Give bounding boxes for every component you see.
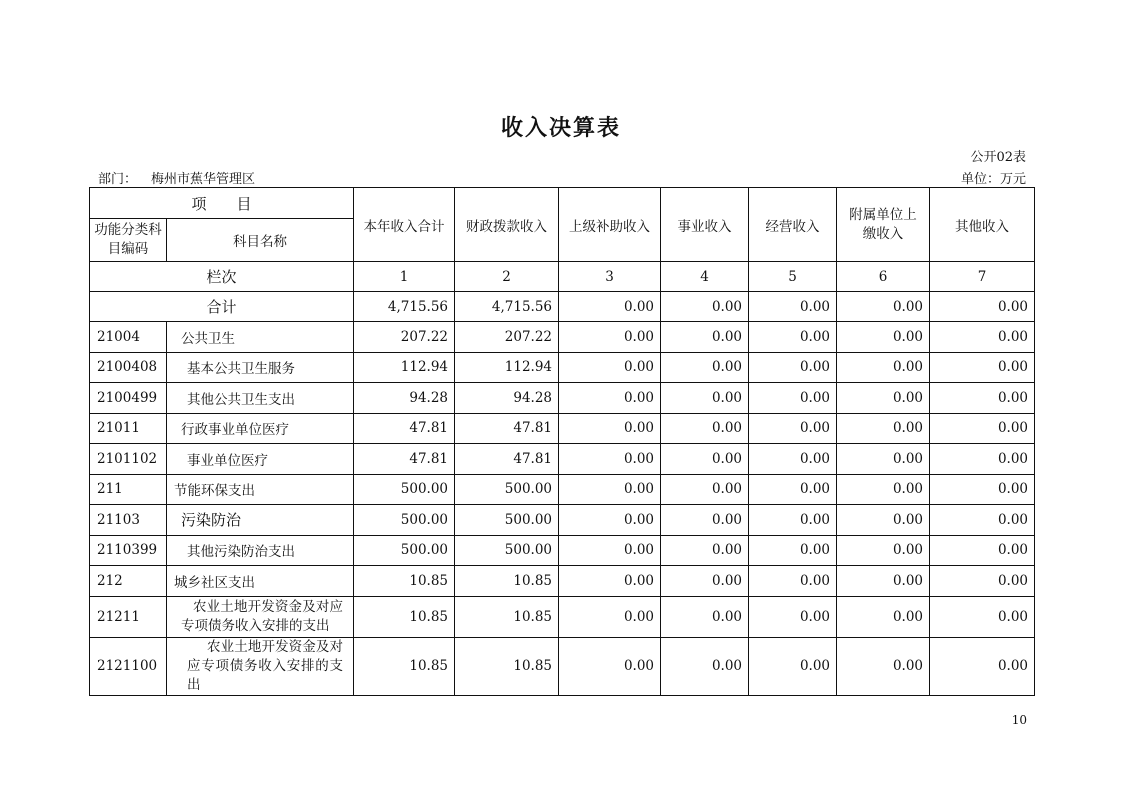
table-row <box>90 322 1035 353</box>
col-num: 3 <box>559 262 661 292</box>
row-code: 21004 <box>90 322 167 353</box>
row-value: 0.00 <box>661 322 749 353</box>
header-col-5: 经营收入 <box>749 188 837 262</box>
row-value: 10.85 <box>455 566 559 597</box>
row-value: 0.00 <box>661 474 749 505</box>
row-value: 0.00 <box>559 352 661 383</box>
row-value: 0.00 <box>749 383 837 414</box>
row-code: 2100408 <box>90 352 167 383</box>
department-name: 梅州市蕉华管理区 <box>151 172 256 187</box>
total-row <box>90 292 1035 322</box>
row-code: 211 <box>90 474 167 505</box>
row-value: 0.00 <box>559 322 661 353</box>
row-code: 2110399 <box>90 535 167 566</box>
row-value: 0.00 <box>661 637 749 695</box>
row-name: 城乡社区支出 <box>167 566 354 597</box>
row-value: 47.81 <box>354 413 455 444</box>
row-value: 207.22 <box>455 322 559 353</box>
row-value: 0.00 <box>837 444 930 475</box>
row-value: 500.00 <box>354 535 455 566</box>
row-value: 0.00 <box>559 383 661 414</box>
row-value: 0.00 <box>837 535 930 566</box>
row-value: 94.28 <box>455 383 559 414</box>
total-value: 0.00 <box>559 292 661 322</box>
row-value: 0.00 <box>559 535 661 566</box>
row-value: 0.00 <box>837 383 930 414</box>
table-row <box>90 444 1035 475</box>
row-value: 0.00 <box>661 505 749 536</box>
row-value: 0.00 <box>837 505 930 536</box>
row-value: 0.00 <box>930 474 1035 505</box>
total-value: 0.00 <box>661 292 749 322</box>
row-value: 0.00 <box>930 505 1035 536</box>
header-col-2: 财政拨款收入 <box>455 188 559 262</box>
total-value: 0.00 <box>930 292 1035 322</box>
table-row <box>90 352 1035 383</box>
row-value: 0.00 <box>559 566 661 597</box>
row-code: 21103 <box>90 505 167 536</box>
row-value: 112.94 <box>455 352 559 383</box>
total-value: 0.00 <box>837 292 930 322</box>
row-value: 0.00 <box>837 322 930 353</box>
row-value: 0.00 <box>749 413 837 444</box>
row-value: 0.00 <box>749 566 837 597</box>
row-name: 农业土地开发资金及对应专项债务收入安排的支出 <box>167 637 354 695</box>
row-value: 0.00 <box>661 352 749 383</box>
row-code: 2100499 <box>90 383 167 414</box>
row-value: 0.00 <box>930 383 1035 414</box>
row-value: 0.00 <box>661 383 749 414</box>
row-code: 2101102 <box>90 444 167 475</box>
page-title: 收入决算表 <box>500 115 621 141</box>
row-value: 0.00 <box>749 474 837 505</box>
row-value: 0.00 <box>559 444 661 475</box>
col-num: 6 <box>837 262 930 292</box>
row-name: 行政事业单位医疗 <box>167 413 354 444</box>
row-value: 0.00 <box>749 637 837 695</box>
row-name: 事业单位医疗 <box>167 444 354 475</box>
row-value: 10.85 <box>354 596 455 637</box>
row-value: 94.28 <box>354 383 455 414</box>
row-code: 21011 <box>90 413 167 444</box>
total-value: 4,715.56 <box>354 292 455 322</box>
row-value: 0.00 <box>837 352 930 383</box>
row-value: 0.00 <box>559 637 661 695</box>
table-row <box>90 383 1035 414</box>
table-row <box>90 566 1035 597</box>
row-value: 0.00 <box>749 444 837 475</box>
row-value: 0.00 <box>930 322 1035 353</box>
row-value: 0.00 <box>837 474 930 505</box>
row-value: 0.00 <box>930 352 1035 383</box>
col-num: 7 <box>930 262 1035 292</box>
table-row <box>90 535 1035 566</box>
header-col-1: 本年收入合计 <box>354 188 455 262</box>
row-value: 10.85 <box>354 637 455 695</box>
row-value: 0.00 <box>559 596 661 637</box>
row-value: 0.00 <box>930 444 1035 475</box>
row-value: 0.00 <box>661 535 749 566</box>
row-value: 0.00 <box>837 637 930 695</box>
row-value: 0.00 <box>837 596 930 637</box>
row-value: 0.00 <box>661 444 749 475</box>
row-value: 47.81 <box>455 444 559 475</box>
row-name: 公共卫生 <box>167 322 354 353</box>
row-value: 0.00 <box>930 413 1035 444</box>
col-num: 2 <box>455 262 559 292</box>
row-name: 其他公共卫生支出 <box>167 383 354 414</box>
row-name: 农业土地开发资金及对应专项债务收入安排的支出 <box>167 596 354 637</box>
row-value: 500.00 <box>455 474 559 505</box>
col-num: 1 <box>354 262 455 292</box>
row-code: 21211 <box>90 596 167 637</box>
header-col-3: 上级补助收入 <box>559 188 661 262</box>
row-name: 节能环保支出 <box>167 474 354 505</box>
row-value: 500.00 <box>354 505 455 536</box>
total-label: 合计 <box>90 292 354 322</box>
lanci-label: 栏次 <box>90 262 354 292</box>
row-value: 0.00 <box>749 596 837 637</box>
row-value: 500.00 <box>455 505 559 536</box>
row-value: 0.00 <box>559 413 661 444</box>
row-name: 污染防治 <box>167 505 354 536</box>
income-table <box>89 187 1035 696</box>
header-name: 科目名称 <box>167 219 354 262</box>
row-value: 10.85 <box>455 637 559 695</box>
header-code: 功能分类科目编码 <box>90 219 167 262</box>
row-value: 0.00 <box>749 505 837 536</box>
row-name: 基本公共卫生服务 <box>167 352 354 383</box>
row-code: 212 <box>90 566 167 597</box>
header-col-6: 附属单位上缴收入 <box>837 188 930 262</box>
row-value: 112.94 <box>354 352 455 383</box>
row-value: 500.00 <box>354 474 455 505</box>
page-number: 10 <box>1011 713 1027 727</box>
row-value: 0.00 <box>559 474 661 505</box>
col-num: 4 <box>661 262 749 292</box>
row-value: 0.00 <box>559 505 661 536</box>
form-number: 公开02表 <box>970 150 1026 165</box>
row-value: 0.00 <box>930 535 1035 566</box>
row-value: 0.00 <box>661 596 749 637</box>
row-name: 其他污染防治支出 <box>167 535 354 566</box>
row-value: 500.00 <box>455 535 559 566</box>
row-code: 2121100 <box>90 637 167 695</box>
department-line <box>98 168 255 187</box>
header-col-4: 事业收入 <box>661 188 749 262</box>
table-row <box>90 413 1035 444</box>
row-value: 10.85 <box>455 596 559 637</box>
unit-label: 单位：万元 <box>960 172 1026 187</box>
row-value: 0.00 <box>837 413 930 444</box>
row-value: 0.00 <box>837 566 930 597</box>
table-row <box>90 596 1035 637</box>
row-value: 0.00 <box>930 596 1035 637</box>
table-row <box>90 505 1035 536</box>
row-value: 0.00 <box>749 322 837 353</box>
header-item: 项 目 <box>90 188 354 219</box>
row-value: 0.00 <box>749 352 837 383</box>
table-row <box>90 637 1035 695</box>
row-value: 47.81 <box>354 444 455 475</box>
row-value: 0.00 <box>749 535 837 566</box>
department-label: 部门： <box>98 172 138 187</box>
col-num: 5 <box>749 262 837 292</box>
row-value: 0.00 <box>930 566 1035 597</box>
row-value: 0.00 <box>930 637 1035 695</box>
table-row <box>90 474 1035 505</box>
total-value: 0.00 <box>749 292 837 322</box>
row-value: 0.00 <box>661 566 749 597</box>
total-value: 4,715.56 <box>455 292 559 322</box>
row-value: 10.85 <box>354 566 455 597</box>
row-value: 0.00 <box>661 413 749 444</box>
header-col-7: 其他收入 <box>930 188 1035 262</box>
row-value: 207.22 <box>354 322 455 353</box>
row-value: 47.81 <box>455 413 559 444</box>
